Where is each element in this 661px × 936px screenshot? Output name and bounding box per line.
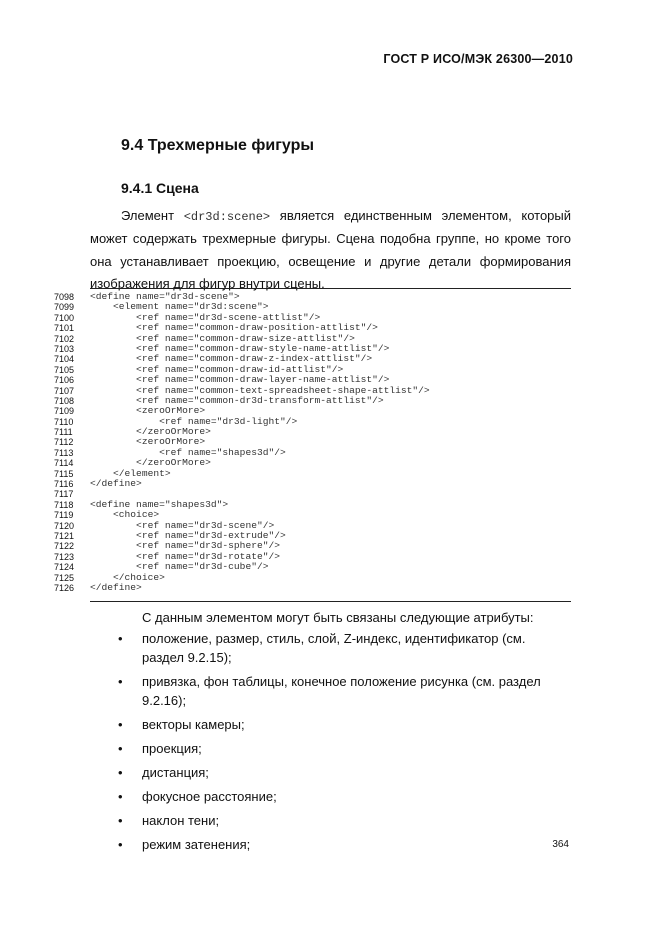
code-line-number: 7125 — [54, 572, 75, 583]
intro-after: является единственным элементом, который может содержать трехмерные фигуры. Сцена подобна группе, но кроме того она устанавливает проекцию, освещение и другие детали формирования изображения для фигур внутри сцены. — [90, 208, 572, 291]
code-line — [54, 583, 574, 593]
code-line-text: <zeroOrMore> — [90, 436, 206, 448]
code-line-number: 7106 — [54, 375, 75, 386]
attribute-list-item — [118, 715, 571, 734]
attribute-list-text: положение, размер, стиль, слой, Z-индекс, идентификатор (см. раздел 9.2.15); — [142, 631, 526, 665]
code-line-number: 7123 — [54, 551, 75, 562]
code-listing — [54, 292, 574, 593]
bullet-icon: • — [118, 837, 123, 852]
code-line — [54, 375, 574, 385]
code-line-text: <ref name="dr3d-scene-attlist"/> — [90, 311, 321, 323]
code-top-rule — [90, 288, 571, 289]
code-line-number: 7114 — [54, 458, 74, 469]
attribute-list-item — [118, 672, 571, 710]
code-line-text: </zeroOrMore> — [90, 457, 211, 469]
code-line-text: <ref name="common-draw-size-attlist"/> — [90, 332, 355, 344]
attribute-list-text: наклон тени; — [142, 813, 220, 828]
code-line-number: 7104 — [54, 354, 75, 365]
attribute-list-item — [118, 835, 571, 854]
intro-element-code: <dr3d:scene> — [183, 210, 271, 224]
code-line-number: 7109 — [54, 406, 75, 417]
section-title: 9.4 Трехмерные фигуры — [121, 137, 315, 154]
code-line-number: 7108 — [54, 395, 75, 406]
attribute-list-item — [118, 629, 571, 667]
code-line-text: <ref name="dr3d-cube"/> — [90, 561, 269, 573]
bullet-icon: • — [118, 789, 123, 804]
code-line-number: 7098 — [54, 292, 75, 302]
code-line-number: 7103 — [54, 343, 75, 354]
attribute-list-text: дистанция; — [142, 765, 209, 780]
code-line-number: 7118 — [54, 499, 74, 510]
code-line-text: <define name="shapes3d"> — [90, 498, 229, 510]
code-line-text: <ref name="dr3d-extrude"/> — [90, 529, 286, 541]
attribute-list-item — [118, 763, 571, 782]
attribute-list — [118, 629, 571, 859]
code-bottom-rule — [90, 601, 571, 602]
intro-before: Элемент — [121, 208, 184, 223]
code-line-number: 7105 — [54, 364, 75, 375]
code-line-text: <ref name="common-draw-style-name-attlist"/> — [90, 342, 390, 354]
code-line-text: <ref name="common-draw-layer-name-attlist"/> — [90, 374, 390, 386]
code-line-number: 7107 — [54, 385, 75, 396]
code-line-text: <ref name="common-draw-position-attlist"/> — [90, 322, 378, 334]
code-line-text: </define> — [90, 581, 142, 593]
document-header: ГОСТ Р ИСО/МЭК 26300—2010 — [383, 52, 573, 66]
code-line-number: 7117 — [54, 489, 74, 500]
page-number: 364 — [552, 839, 569, 850]
code-line-number: 7111 — [54, 427, 73, 438]
code-line-text: <define name="dr3d-scene"> — [90, 291, 240, 302]
code-line-number: 7124 — [54, 562, 75, 573]
code-line-number: 7120 — [54, 520, 75, 531]
attribute-list-item — [118, 787, 571, 806]
code-line-number: 7101 — [54, 323, 75, 334]
attribute-list-item — [118, 811, 571, 830]
code-line-text: <ref name="dr3d-sphere"/> — [90, 540, 280, 552]
code-line-number: 7112 — [54, 437, 74, 448]
code-line-number: 7115 — [54, 468, 74, 479]
intro-paragraph — [90, 205, 571, 295]
bullet-icon: • — [118, 674, 123, 689]
code-line-number: 7116 — [54, 479, 74, 490]
code-line-text: <zeroOrMore> — [90, 405, 206, 417]
bullet-icon: • — [118, 741, 123, 756]
attribute-list-text: привязка, фон таблицы, конечное положение рисунка (см. раздел 9.2.16); — [142, 674, 541, 708]
code-line-text: <ref name="common-dr3d-transform-attlist"/> — [90, 394, 384, 406]
code-line-text: <ref name="dr3d-rotate"/> — [90, 550, 280, 562]
attribute-list-text: проекция; — [142, 741, 202, 756]
code-line-text: <ref name="dr3d-light"/> — [90, 415, 298, 427]
attribute-list-text: режим затенения; — [142, 837, 251, 852]
bullet-icon: • — [118, 765, 123, 780]
code-line-text: <ref name="common-draw-z-index-attlist"/> — [90, 353, 373, 365]
attribute-list-item — [118, 739, 571, 758]
code-line-number: 7100 — [54, 312, 75, 323]
code-line-number: 7121 — [54, 530, 75, 541]
bullet-icon: • — [118, 813, 123, 828]
code-line-number: 7119 — [54, 510, 74, 521]
code-line — [54, 479, 574, 489]
code-line-number: 7110 — [54, 416, 74, 427]
subsection-title: 9.4.1 Сцена — [121, 180, 199, 196]
code-line-number: 7126 — [54, 582, 75, 593]
code-line-number: 7102 — [54, 333, 75, 344]
code-line-text: </define> — [90, 478, 142, 490]
bullet-icon: • — [118, 717, 123, 732]
bullet-icon: • — [118, 631, 123, 646]
code-line-text: <element name="dr3d:scene"> — [90, 301, 269, 313]
attribute-list-text: фокусное расстояние; — [142, 789, 277, 804]
code-line-text: </element> — [90, 467, 171, 479]
code-line-text: <ref name="common-draw-id-attlist"/> — [90, 363, 344, 375]
code-line-text: <ref name="common-text-spreadsheet-shape-attlist"/> — [90, 384, 430, 396]
attributes-intro: С данным элементом могут быть связаны следующие атрибуты: — [142, 610, 534, 625]
code-line-text: <ref name="dr3d-scene"/> — [90, 519, 275, 531]
code-line — [54, 323, 574, 333]
code-line-number: 7122 — [54, 541, 75, 552]
code-line-number: 7113 — [54, 447, 74, 458]
code-line-text: </choice> — [90, 571, 165, 583]
code-line-number: 7099 — [54, 302, 75, 313]
code-line-text: <choice> — [90, 509, 160, 521]
code-line — [54, 562, 574, 572]
code-line-text: </zeroOrMore> — [90, 426, 211, 438]
attribute-list-text: векторы камеры; — [142, 717, 245, 732]
code-line-text: <ref name="shapes3d"/> — [90, 446, 286, 458]
